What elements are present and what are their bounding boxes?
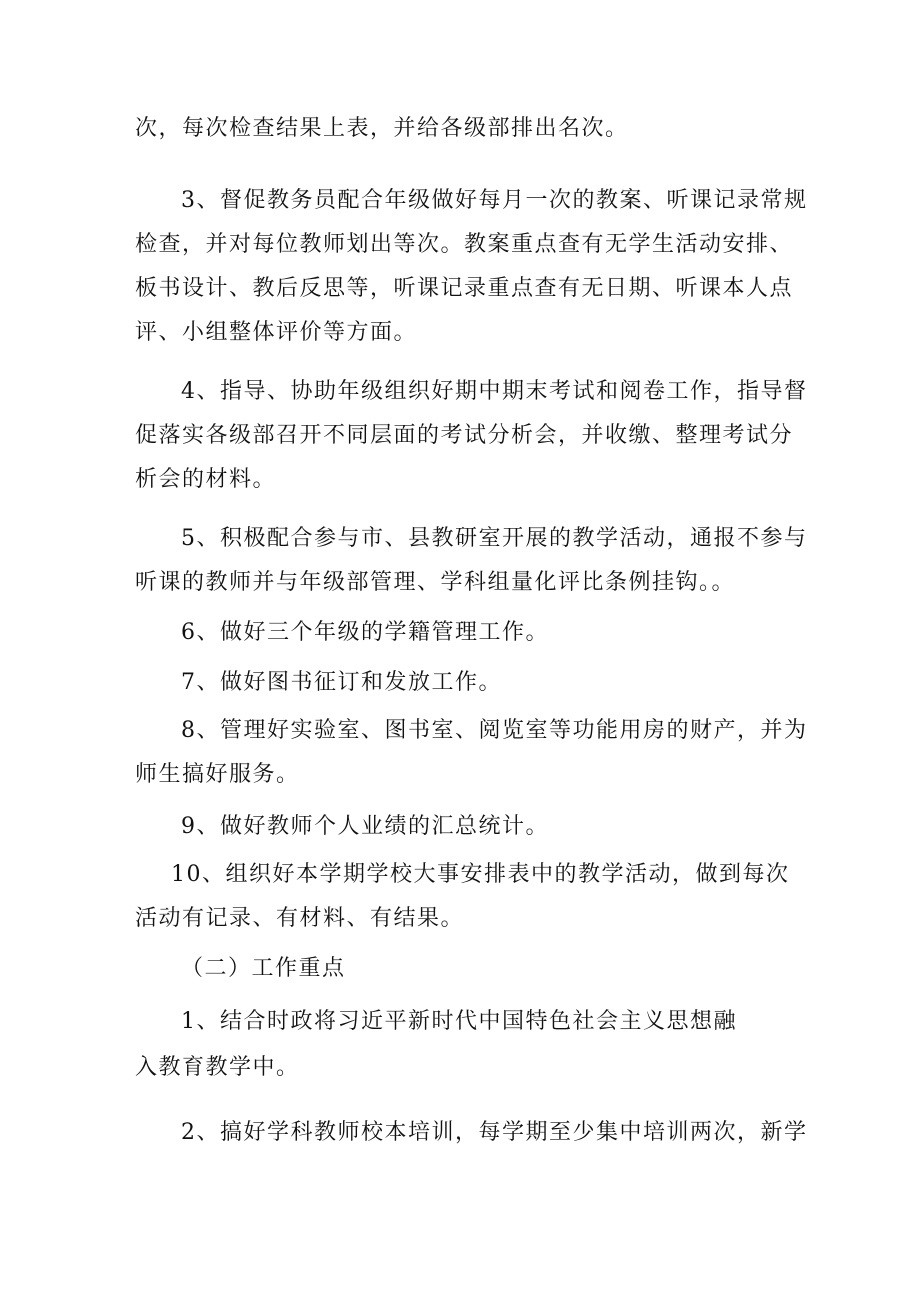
list-item-8-line-1: 8、管理好实验室、图书室、阅览室等功能用房的财产，并为 — [181, 718, 808, 743]
list-item-3-line-2: 检查，并对每位教师划出等次。教案重点查有无学生活动安排、 — [135, 232, 794, 257]
focus-item-2-line-1: 2、搞好学科教师校本培训，每学期至少集中培训两次，新学 — [181, 1120, 808, 1145]
list-item-3-line-4: 评、小组整体评价等方面。 — [135, 320, 418, 345]
list-item-10-line-1: 10、组织好本学期学校大事安排表中的教学活动，做到每次 — [171, 862, 790, 887]
section-heading: （二）工作重点 — [181, 956, 346, 981]
list-item-3-line-3: 板书设计、教后反思等，听课记录重点查有无日期、听课本人点 — [135, 276, 794, 301]
focus-item-1-line-1: 1、结合时政将习近平新时代中国特色社会主义思想融 — [181, 1009, 737, 1034]
list-item-5-line-2: 听课的教师并与年级部管理、学科组量化评比条例挂钩。。 — [135, 570, 736, 595]
list-item-3-line-1: 3、督促教务员配合年级做好每月一次的教案、听课记录常规 — [181, 188, 808, 213]
list-item-6: 6、做好三个年级的学籍管理工作。 — [181, 620, 549, 645]
list-item-9: 9、做好教师个人业绩的汇总统计。 — [181, 814, 549, 839]
list-item-4-line-3: 析会的材料。 — [135, 467, 277, 492]
list-item-10-line-2: 活动有记录、有材料、有结果。 — [135, 906, 465, 931]
list-item-4-line-1: 4、指导、协助年级组织好期中期末考试和阅卷工作，指导督 — [181, 379, 808, 404]
text-line: 次，每次检查结果上表，并给各级部排出名次。 — [135, 116, 629, 141]
focus-item-1-line-2: 入教育教学中。 — [135, 1055, 300, 1080]
list-item-8-line-2: 师生搞好服务。 — [135, 762, 300, 787]
list-item-5-line-1: 5、积极配合参与市、县教研室开展的教学活动，通报不参与 — [181, 526, 808, 551]
list-item-4-line-2: 促落实各级部召开不同层面的考试分析会，并收缴、整理考试分 — [135, 423, 794, 448]
list-item-7: 7、做好图书征订和发放工作。 — [181, 670, 502, 695]
